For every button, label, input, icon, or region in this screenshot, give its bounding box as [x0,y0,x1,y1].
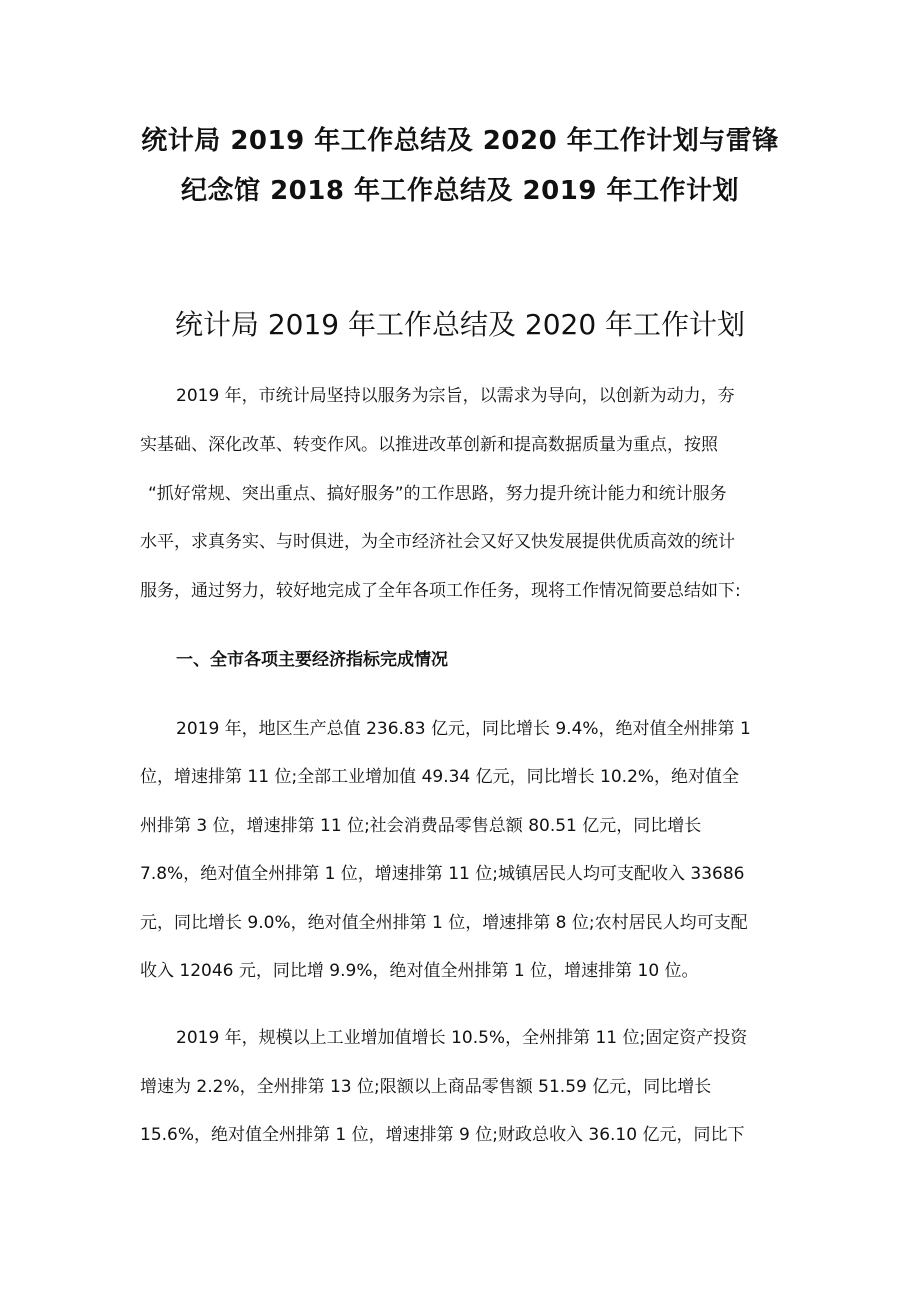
paragraph-line: 元，同比增长 9.0%，绝对值全州排第 1 位，增速排第 8 位;农村居民人均可支配 [140,913,748,933]
paragraph-line: 收入 12046 元，同比增 9.9%，绝对值全州排第 1 位，增速排第 10 位。 [140,961,699,981]
section-heading: 一、全市各项主要经济指标完成情况 [176,650,448,670]
paragraph-line: “抓好常规、突出重点、搞好服务”的工作思路，努力提升统计能力和统计服务 [148,484,727,504]
paragraph-line: 7.8%，绝对值全州排第 1 位，增速排第 11 位;城镇居民人均可支配收入 33686 [140,864,745,884]
paragraph-line: 增速为 2.2%，全州排第 13 位;限额以上商品零售额 51.59 亿元，同比增长 [140,1077,712,1097]
paragraph-line: 实基础、深化改革、转变作风。以推进改革创新和提高数据质量为重点，按照 [140,435,718,455]
title-line: 统计局 2019 年工作总结及 2020 年工作计划与雷锋 [141,126,779,156]
document-title [120,116,800,216]
section-title: 统计局 2019 年工作总结及 2020 年工作计划 [174,308,746,341]
paragraph-line: 州排第 3 位，增速排第 11 位;社会消费品零售总额 80.51 亿元，同比增长 [140,816,702,836]
paragraph-line: 2019 年，规模以上工业增加值增长 10.5%，全州排第 11 位;固定资产投资 [176,1028,748,1048]
paragraph-line: 15.6%，绝对值全州排第 1 位，增速排第 9 位;财政总收入 36.10 亿元，同比下 [140,1125,745,1145]
paragraph-line: 位，增速排第 11 位;全部工业增加值 49.34 亿元，同比增长 10.2%，绝对值全 [140,767,740,787]
paragraph-line: 2019 年，地区生产总值 236.83 亿元，同比增长 9.4%，绝对值全州排第 1 [176,719,751,739]
paragraph-line: 2019 年，市统计局坚持以服务为宗旨，以需求为导向，以创新为动力，夯 [176,386,735,406]
paragraph-line: 服务，通过努力，较好地完成了全年各项工作任务，现将工作情况简要总结如下: [140,581,741,601]
paragraph-line: 水平，求真务实、与时俱进，为全市经济社会又好又快发展提供优质高效的统计 [140,532,735,552]
title-line: 纪念馆 2018 年工作总结及 2019 年工作计划 [181,176,739,206]
